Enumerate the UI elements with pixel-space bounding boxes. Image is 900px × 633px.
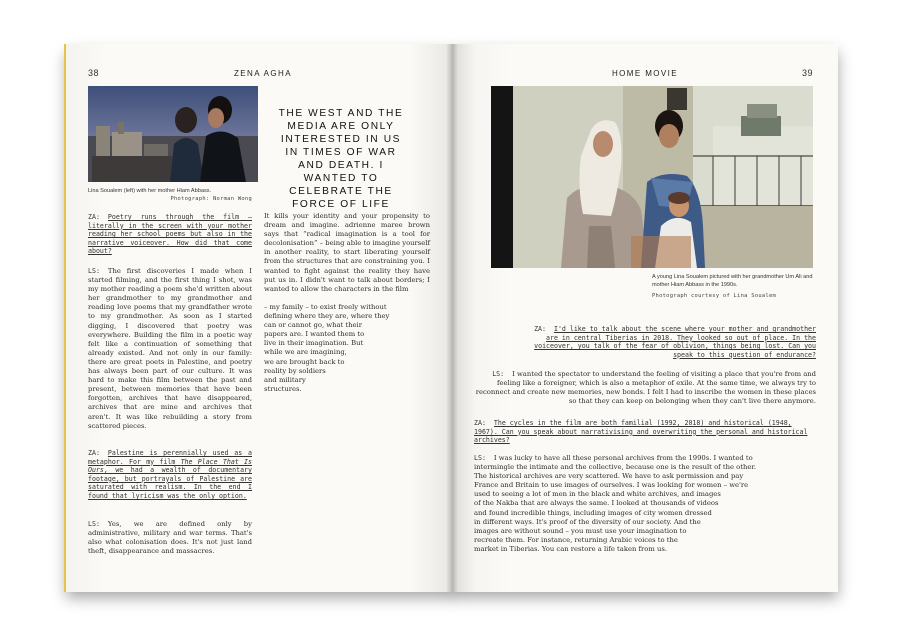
answer-line: in different ways. It's proof of the diversity of our society. And the	[474, 517, 701, 526]
answer-line: recreate them. For instance, returning Arabic voices to the	[474, 535, 678, 544]
right-page	[452, 44, 838, 592]
photo-caption-left: Lina Soualem (left) with her mother Hiam Abbass.	[88, 188, 212, 194]
speaker-label: ZA:	[88, 213, 100, 221]
speaker-label: ZA:	[474, 419, 486, 427]
answer-line: France and Britain to use images of ourselves. I was looking for women – we're	[474, 481, 749, 490]
film-title: The Place That Is Ours	[88, 457, 252, 475]
answer-text: I wanted the spectator to understand the feeling of visiting a place that you're from and feeling like a foreigner, which is also a metaphor of exile. At the same time, we always try to reconnect and create new memories, new bonds. I felt I had to inscribe the women in these places so that they can keep on belonging when they can't live there anymore.	[475, 370, 816, 406]
question-text-part2: , we had a wealth of documentary footage, but portrayals of Palestine are saturated with realism. In the end I found that lyricism was the only option.	[88, 466, 252, 500]
tapered-line: we are brought back to	[264, 357, 345, 366]
tapered-line: live in their imagination. But	[264, 339, 364, 348]
tapered-line: papers are. I wanted them to	[264, 330, 365, 339]
running-head-left: ZENA AGHA	[234, 69, 292, 78]
column-two-text	[264, 212, 430, 294]
answer-line: The historical archives are very scattered. We have to ask permission and pay	[474, 472, 744, 481]
photo-family-1990s	[491, 86, 813, 268]
answer-palestine	[88, 520, 252, 556]
photo-caption-right: A young Lina Soualem pictured with her grandmother Um Ali and mother Hiam Abbass in the 1990s.	[652, 274, 813, 288]
pull-quote: THE WEST AND THE MEDIA ARE ONLY INTERESTED IN US IN TIMES OF WAR AND DEATH. I WANTED TO CELEBRATE THE FORCE OF LIFE	[278, 108, 404, 210]
tapered-line: and military	[264, 375, 306, 384]
column-two-paragraph: It kills your identity and your propensity to dream and imagine. adrienne maree brown says that “radical imagination is a tool for decolonisation” – being able to imagine yourself in another reality, to start liberating yourself from the structures that are constraining you. I wanted to fight against the reality they have put us in. I didn't want to talk about borders; I wanted to allow the characters in the film	[264, 212, 430, 293]
question-palestine	[88, 449, 252, 501]
tapered-line: structures.	[264, 384, 302, 393]
speaker-label: ZA:	[88, 449, 100, 457]
answer-archives	[474, 454, 816, 554]
page-number-right: 39	[802, 68, 814, 78]
answer-line: I was lucky to have all these personal archives from the 1990s. I wanted to	[493, 454, 753, 462]
answer-text: The first discoveries I made when I started filming, and the first thing I shot, was my mother reading a poem she'd written about her grandmother to my grandmother and reading love poems that my grandfather wrote to my grandmother. As soon as I started digging, I discovered that poetry was everywhere. Building the film in a poetic way felt like a continuation of something that already existed. And not only in our family: there are great poets in Palestine, and poetry has always been part of our culture. It was hard to make this film between the past and present, between memories that have been forgotten, archives that have disappeared, archives that are mine and archives that aren't. It was like rebuilding a story from scattered pieces.	[88, 267, 252, 430]
tapered-line: defining where they are, where they	[264, 312, 390, 321]
question-text: The cycles in the film are both familial (1992, 2018) and historical (1948, 1967). Can you speak about narrativising and overwriting the personal and historical archives?	[474, 419, 808, 445]
question-endurance	[520, 325, 816, 359]
tapered-line: reality by soldiers	[264, 366, 326, 375]
answer-line: and found incredible things, including images of city women dressed	[474, 508, 712, 517]
answer-poetry	[88, 267, 252, 431]
question-poetry	[88, 213, 252, 256]
speaker-label: LS:	[88, 520, 100, 528]
column-two-tapered-lines	[264, 303, 424, 394]
speaker-label: ZA:	[534, 325, 546, 333]
running-head-right: HOME MOVIE	[612, 69, 679, 78]
page-number-left: 38	[88, 68, 100, 78]
answer-endurance	[474, 370, 816, 406]
photo-lina-and-hiam	[88, 86, 258, 182]
tapered-line: while we are imagining,	[264, 348, 347, 357]
answer-line: images are without sound – you must use your imagination to	[474, 526, 687, 535]
speaker-label: LS:	[492, 370, 505, 378]
speaker-label: LS:	[88, 267, 100, 275]
left-page	[64, 44, 456, 592]
tapered-line: can or cannot go, what their	[264, 321, 362, 330]
answer-text: Yes, we are defined only by administrative, military and war terms. That's also what colonisation does. It's not just land theft, disappearance and massacres.	[88, 520, 252, 556]
question-text: Poetry runs through the film – literally in the screen with your mother reading her school poems but also in the narrative voiceover. How did that come about?	[88, 213, 252, 256]
speaker-label: LS:	[474, 454, 486, 462]
answer-line: intermingle the intimate and the collective, because one is the result of the other.	[474, 463, 757, 472]
question-archives	[474, 419, 816, 445]
answer-line: market in Tiberias. You can restore a life taken from us.	[474, 544, 668, 553]
photo-credit-right: Photograph courtesy of Lina Soualem	[652, 293, 777, 299]
answer-line: used to seeing a lot of men in the black and white archives, and images	[474, 490, 721, 499]
question-text-part1: Palestine is perennially used as a metaphor. For my film	[88, 449, 252, 466]
tapered-line: – my family – to exist freely without	[264, 303, 387, 311]
photo-credit-left: Photograph: Norman Wong	[170, 196, 252, 202]
answer-line: of the Nakba that are always the same. I looked at thousands of videos	[474, 499, 719, 508]
spine-gutter	[446, 44, 458, 592]
question-text: I'd like to talk about the scene where your mother and grandmother are in central Tiberias in 2018. They looked so out of place. In the voiceover, you talk of the fear of oblivion, things being lost. Can you speak to this question of endurance?	[534, 325, 816, 359]
